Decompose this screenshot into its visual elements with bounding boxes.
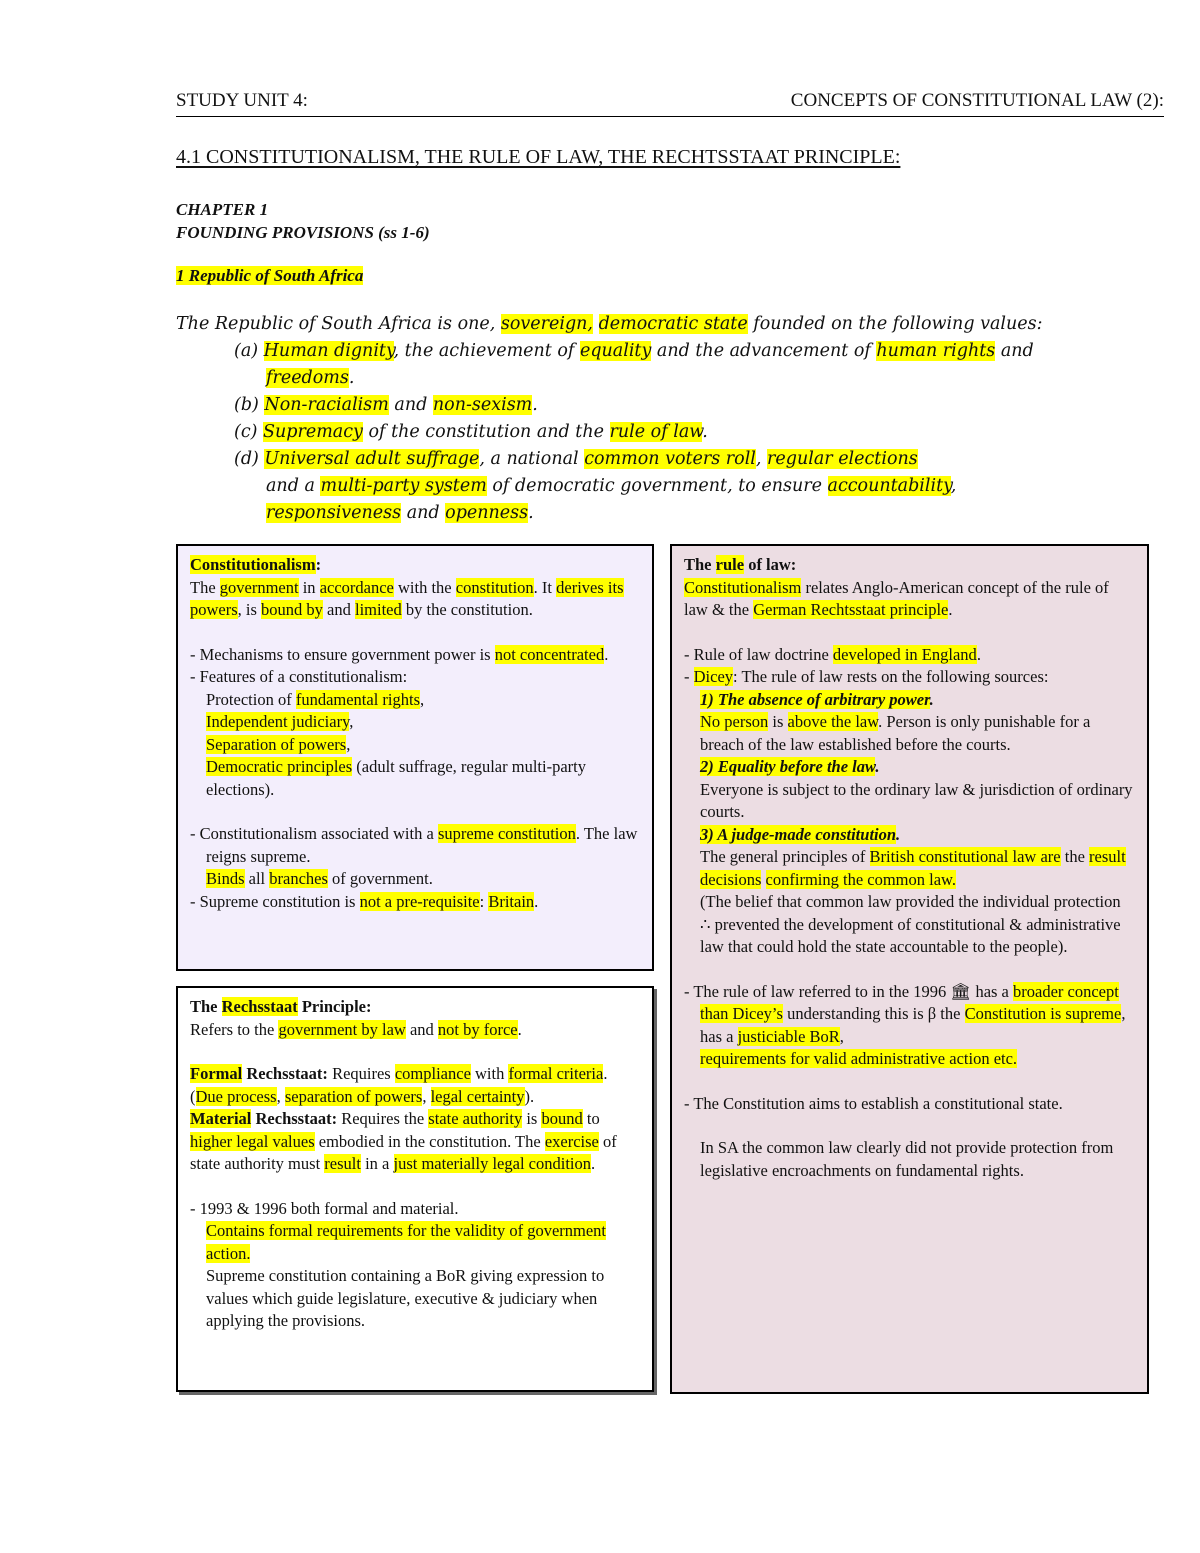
material-rechsstaat: Material Rechsstaat: Requires the state authority is bound to higher legal values embodied in the constitution. The exercise of state authority must result in a just materially legal condition. [190,1109,617,1173]
bullet-prerequisite: - Supreme constitution is not a pre-requisite: Britain. [190,891,539,911]
feature-separation: Separation of powers, [206,734,351,754]
feature-fundamental-rights: Protection of fundamental rights, [206,689,425,709]
source-3-text: The general principles of British constitutional law are the result decisions confirming the common law. (The belief that common law provided the individual protection ∴ prevented the development of constitutional & administrative law that could hold the state accountable to the people). [700,847,1126,956]
value-a: (a) Human dignity, the achievement of equality and the advancement of human rights and freedoms. [234,341,1034,388]
section-1-intro: The Republic of South Africa is one, sovereign, democratic state founded on the following values: [176,314,1043,334]
constitution-building-icon: 🏛 [950,981,972,1001]
bullet-mechanisms: - Mechanisms to ensure government power is not concentrated. [190,644,609,664]
chapter-heading [176,198,430,244]
chapter-number: CHAPTER 1 [176,200,269,219]
formal-rechsstaat: Formal Rechsstaat: Requires compliance with formal criteria. (Due process, separation of powers, legal certainty). [190,1064,608,1106]
bullet-features: - Features of a constitutionalism: [190,667,408,686]
constitutionalism-box [176,544,654,971]
value-c: (c) Supremacy of the constitution and the rule of law. [234,422,708,442]
source-1-title: 1) The absence of arbitrary power. [700,689,934,709]
unit-topic-label: CONCEPTS OF CONSTITUTIONAL LAW (2): [790,90,1164,111]
bullet-1993-1996: - 1993 & 1996 both formal and material. [190,1198,459,1218]
constitutionalism-title: Constitutionalism: [190,555,322,574]
study-unit-label: STUDY UNIT 4: [176,90,308,111]
page-header [176,90,1164,117]
rechsstaat-box [176,986,654,1392]
rechsstaat-title: The Rechsstaat Principle: [190,997,372,1016]
bullet-supreme: - Constitutionalism associated with a supreme constitution. The law reigns supreme. Binds all branches of government. [190,824,638,888]
section-1-body [176,311,1166,527]
constitutionalism-definition: The government in accordance with the constitution. It derives its powers, is bound by and limited by the constitution. [190,577,624,619]
bullet-dicey: - Dicey: The rule of law rests on the following sources: [684,667,1049,686]
supreme-constitution-note: Supreme constitution containing a BoR giving expression to values which guide legislature, executive & judiciary when applying the provisions. [206,1266,605,1330]
source-3-title: 3) A judge-made constitution. [700,824,901,844]
section-1-title: 1 Republic of South Africa [176,266,364,285]
rule-of-law-definition: Constitutionalism relates Anglo-American concept of the rule of law & the German Rechtsstaat principle. [684,577,1109,619]
feature-judiciary: Independent judiciary, [206,712,354,731]
section-title: 4.1 CONSTITUTIONALISM, THE RULE OF LAW, THE RECHTSSTAAT PRINCIPLE: [176,146,901,168]
bullet-constitutional-state: - The Constitution aims to establish a constitutional state. [684,1093,1063,1113]
bullet-england: - Rule of law doctrine developed in England. [684,644,981,664]
value-b: (b) Non-racialism and non-sexism. [234,395,538,415]
formal-requirements-note: Contains formal requirements for the validity of government action. [206,1221,607,1263]
source-2-title: 2) Equality before the law. [700,757,880,776]
rule-of-law-box [670,544,1149,1394]
chapter-subtitle: FOUNDING PROVISIONS (ss 1-6) [176,223,430,242]
source-1-text: No person is above the law. Person is only punishable for a breach of the law established before the courts. [700,712,1091,754]
rechsstaat-definition: Refers to the government by law and not by force. [190,1019,522,1039]
value-d: (d) Universal adult suffrage, a national common voters roll, regular elections and a multi-party system of democratic government, to ensure accountability, responsiveness and openness. [234,449,957,523]
source-2-text: Everyone is subject to the ordinary law & jurisdiction of ordinary courts. [700,779,1133,821]
bullet-1996-broader: - The rule of law referred to in the 1996 🏛 has a broader concept than Dicey’s understanding this is β the Constitution is supreme, has a justiciable BoR, requirements for valid administrative action etc. [684,981,1126,1068]
feature-democratic: Democratic principles (adult suffrage, regular multi-party elections). [206,757,586,799]
rule-of-law-title: The rule of law: [684,555,797,574]
sa-common-law-note: In SA the common law clearly did not provide protection from legislative encroachments on fundamental rights. [700,1138,1114,1180]
